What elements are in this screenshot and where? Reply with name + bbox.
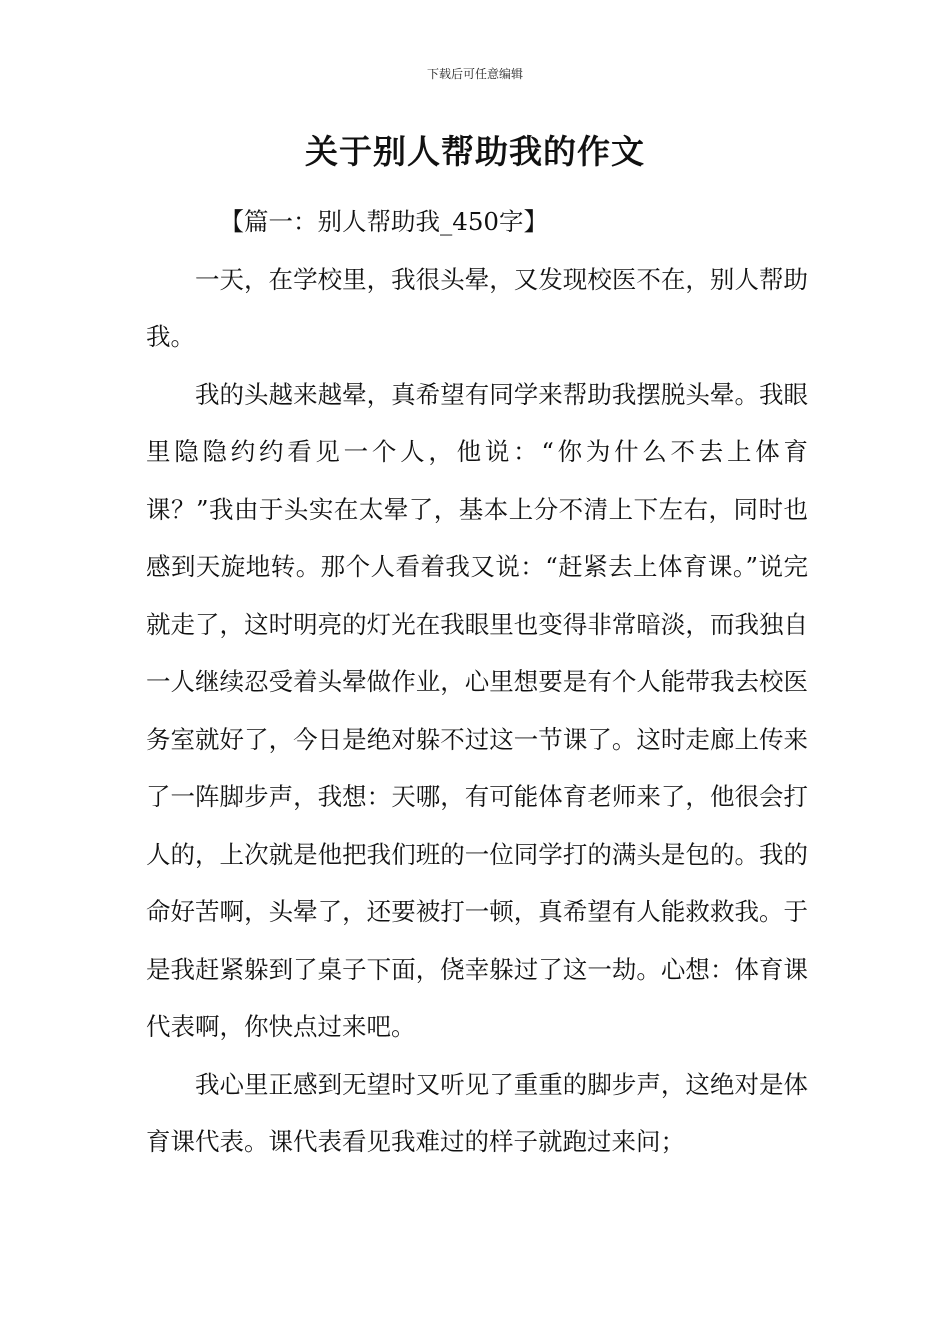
document-title: 关于别人帮助我的作文 xyxy=(305,132,645,171)
header-note: 下载后可任意编辑 xyxy=(426,67,523,81)
paragraph: 我心里正感到无望时又听见了重重的脚步声，这绝对是体育课代表。课代表看见我难过的样子就跑过来问； xyxy=(146,1069,808,1156)
paragraph: 一天，在学校里，我很头晕，又发现校医不在，别人帮助我。 xyxy=(146,264,808,351)
section-heading: 【篇一：别人帮助我_450字】 xyxy=(219,207,549,236)
paragraph: 我的头越来越晕，真希望有同学来帮助我摆脱头晕。我眼里隐隐约约看见一个人，他说：“你为什么不去上体育课？”我由于头实在太晕了，基本上分不清上下左右，同时也感到天旋地转。那个人看着我又说：“赶紧去上体育课。”说完就走了，这时明亮的灯光在我眼里也变得非常暗淡，而我独自一人继续忍受着头晕做作业，心里想要是有个人能带我去校医务室就好了，今日是绝对躲不过这一节课了。这时走廊上传来了一阵脚步声，我想：天哪，有可能体育老师来了，他很会打人的，上次就是他把我们班的一位同学打的满头是包的。我的命好苦啊，头晕了，还要被打一顿，真希望有人能救救我。于是我赶紧躲到了桌子下面，侥幸躲过了这一劫。心想：体育课代表啊，你快点过来吧。 xyxy=(146,379,808,1041)
document-body xyxy=(146,193,808,1171)
